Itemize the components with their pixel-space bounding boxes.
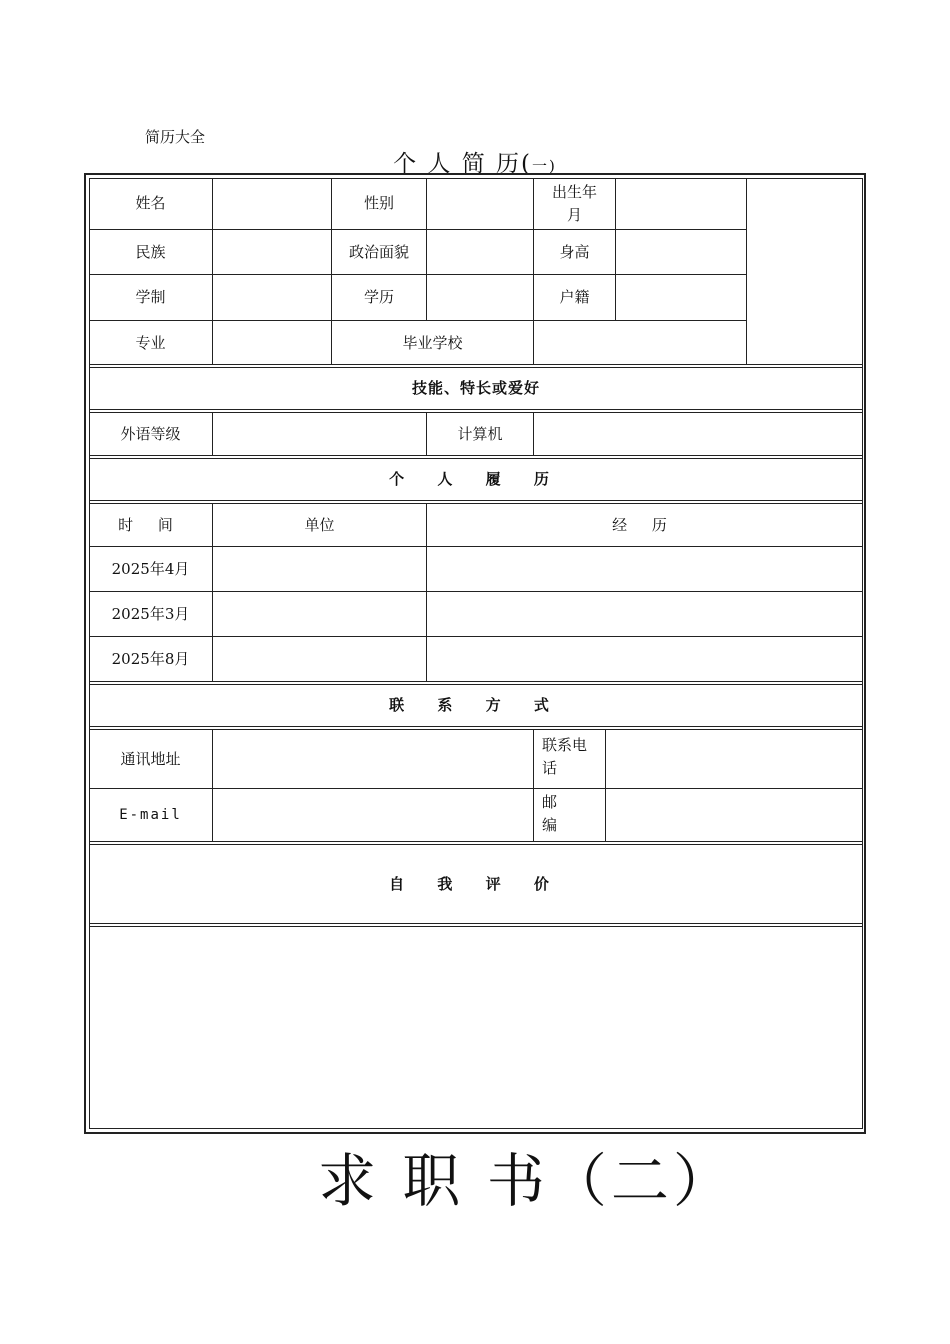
hukou-label: 户籍 [559, 288, 590, 307]
birth-label: 出生年月 [551, 183, 597, 224]
address-field[interactable] [213, 730, 533, 788]
education-label: 学历 [363, 288, 394, 307]
school-field[interactable] [534, 321, 746, 365]
language-label: 外语等级 [120, 424, 181, 443]
history-row-unit[interactable] [213, 592, 426, 636]
major-label: 专业 [135, 333, 166, 352]
title-suffix: 一) [532, 157, 557, 175]
gender-field[interactable] [427, 178, 533, 229]
self-eval-field[interactable] [89, 927, 862, 1128]
computer-label: 计算机 [457, 424, 503, 443]
history-heading: 个 人 履 历 [389, 470, 563, 489]
height-label: 身高 [559, 242, 590, 261]
postcode-field[interactable] [606, 789, 862, 842]
ethnicity-field[interactable] [213, 230, 331, 274]
schooling-label: 学制 [135, 288, 166, 307]
phone-label: 联系电话 [542, 736, 588, 777]
political-field[interactable] [427, 230, 533, 274]
computer-field[interactable] [534, 413, 862, 455]
birth-field[interactable] [616, 178, 746, 229]
address-label: 通讯地址 [120, 749, 181, 768]
footer-title: 求 职 书（二） [318, 1147, 735, 1215]
schooling-field[interactable] [213, 275, 331, 320]
gender-label: 性别 [363, 194, 394, 213]
language-field[interactable] [213, 413, 426, 455]
history-row-time: 2025年3月 [111, 604, 190, 623]
history-row-experience[interactable] [427, 592, 862, 636]
header-note: 简历大全 [145, 128, 206, 146]
email-field[interactable] [213, 789, 533, 842]
resume-form [84, 173, 866, 1134]
col-time-header: 时 间 [118, 515, 183, 534]
title-main: 个 人 简 历( [393, 151, 533, 177]
school-label: 毕业学校 [402, 333, 463, 352]
name-field[interactable] [213, 178, 331, 229]
education-field[interactable] [427, 275, 533, 320]
postcode-label: 邮编 [542, 793, 558, 834]
major-field[interactable] [213, 321, 331, 365]
history-row-unit[interactable] [213, 547, 426, 591]
self-eval-heading: 自 我 评 价 [389, 874, 563, 893]
history-row-time: 2025年8月 [111, 650, 190, 669]
phone-field[interactable] [606, 730, 862, 788]
political-label: 政治面貌 [348, 242, 409, 261]
col-experience-header: 经 历 [612, 515, 677, 534]
hukou-field[interactable] [616, 275, 746, 320]
email-label: E-mail [119, 807, 182, 823]
history-row-experience[interactable] [427, 547, 862, 591]
skills-heading: 技能、特长或爱好 [411, 379, 540, 398]
history-row-experience[interactable] [427, 637, 862, 682]
name-label: 姓名 [135, 194, 166, 213]
ethnicity-label: 民族 [135, 242, 166, 261]
history-row-unit[interactable] [213, 637, 426, 682]
history-row-time: 2025年4月 [111, 559, 190, 578]
photo-area[interactable] [747, 178, 862, 365]
contact-heading: 联 系 方 式 [389, 696, 563, 715]
col-unit-header: 单位 [304, 515, 335, 534]
height-field[interactable] [616, 230, 746, 274]
